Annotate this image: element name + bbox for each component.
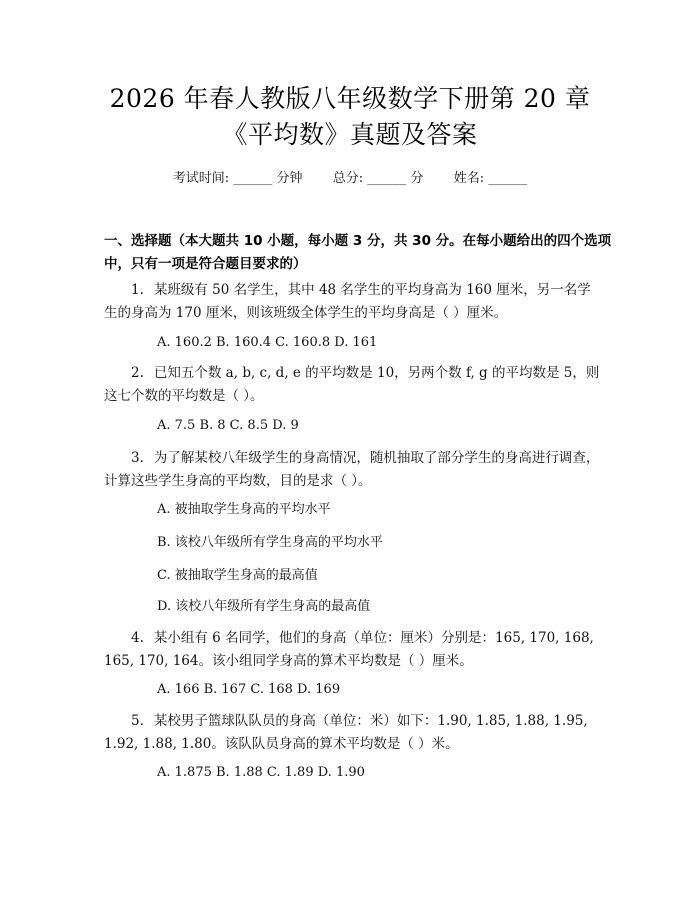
section-heading: 一、选择题（本大题共 10 小题，每小题 3 分，共 30 分。在每小题给出的四个选项中，只有一项是符合题目要求的）	[104, 233, 612, 272]
question-3-option-b: B. 该校八年级所有学生身高的平均水平	[157, 535, 383, 550]
question-5-options: A. 1.875 B. 1.88 C. 1.89 D. 1.90	[157, 765, 365, 780]
question-5	[104, 710, 604, 756]
question-text: 某小组有 6 名同学，他们的身高（单位：厘米）分别是：165, 170, 168, 165, 170, 164。该小组同学身高的算术平均数是（ ）厘米。	[104, 630, 594, 669]
question-text: 为了解某校八年级学生的身高情况，随机抽取了部分学生的身高进行调查，计算这些学生身高的平均数，目的是求（ ）。	[104, 450, 600, 489]
name-label: 姓名:	[453, 171, 485, 186]
question-3-option-a: A. 被抽取学生身高的平均水平	[157, 502, 331, 517]
question-2-options: A. 7.5 B. 8 C. 8.5 D. 9	[157, 418, 299, 433]
score-blank: ______	[367, 171, 407, 186]
question-text: 某校男子篮球队队员的身高（单位：米）如下：1.90, 1.85, 1.88, 1.95, 1.92, 1.88, 1.80。该队队员身高的算术平均数是（ ）米。	[104, 713, 588, 752]
question-number: 1.	[131, 282, 144, 298]
question-3-option-c: C. 被抽取学生身高的最高值	[157, 568, 318, 583]
question-2	[104, 362, 604, 408]
time-unit: 分钟	[276, 171, 303, 186]
question-text: 已知五个数 a, b, c, d, e 的平均数是 10，另两个数 f, g 的平均数是 5，则这七个数的平均数是（ ）。	[104, 365, 600, 404]
time-label: 考试时间:	[172, 171, 230, 186]
name-blank: ______	[488, 171, 528, 186]
question-number: 4.	[131, 630, 144, 646]
question-number: 3.	[131, 450, 144, 466]
question-text: 某班级有 50 名学生，其中 48 名学生的平均身高为 160 厘米，另一名学生的身高为 170 厘米，则该班级全体学生的平均身高是（ ）厘米。	[104, 282, 591, 321]
score-unit: 分	[410, 171, 424, 186]
question-number: 2.	[131, 365, 144, 381]
question-number: 5.	[131, 713, 144, 729]
page-title-line1: 2026 年春人教版八年级数学下册第 20 章	[109, 84, 591, 113]
time-blank: ______	[233, 171, 273, 186]
question-3-option-d: D. 该校八年级所有学生身高的最高值	[157, 599, 371, 614]
score-label: 总分:	[332, 171, 364, 186]
question-1	[104, 279, 604, 325]
page-title-line2: 《平均数》真题及答案	[222, 120, 478, 149]
question-4-options: A. 166 B. 167 C. 168 D. 169	[157, 682, 341, 697]
question-3	[104, 447, 604, 493]
question-4	[104, 627, 604, 673]
question-1-options: A. 160.2 B. 160.4 C. 160.8 D. 161	[157, 335, 378, 350]
exam-meta	[0, 170, 700, 188]
